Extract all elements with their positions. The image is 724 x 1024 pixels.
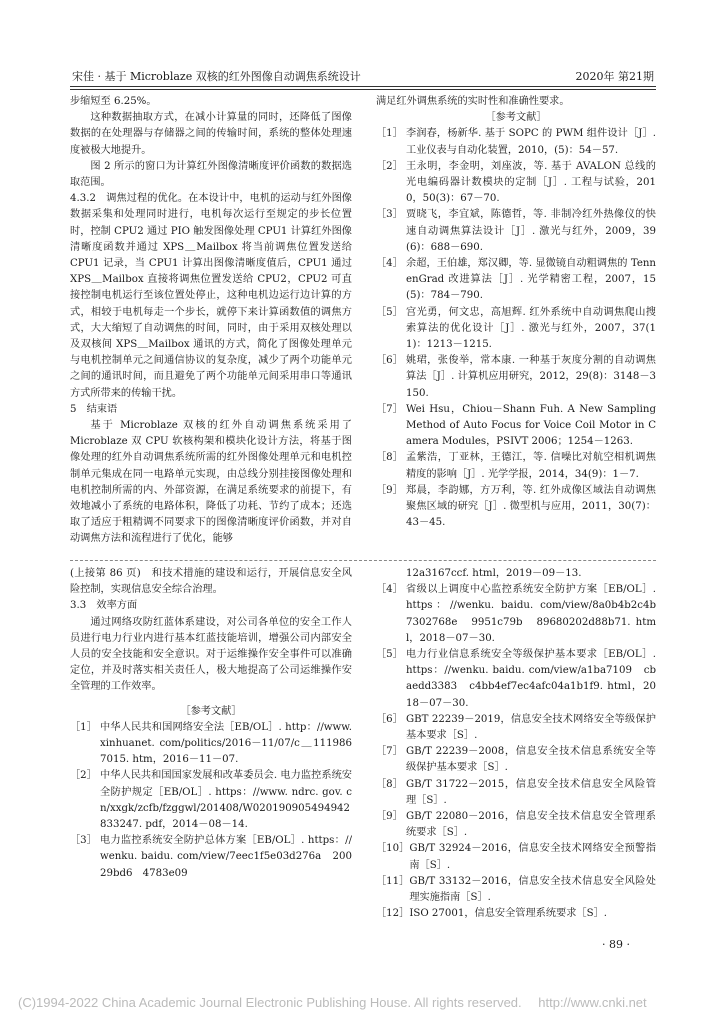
section-heading-conclusion: 5 结束语 (70, 403, 118, 415)
reference-number: ［7］ (376, 403, 403, 415)
reference-number: ［12］ (376, 908, 410, 920)
reference-text: 电力行业信息系统安全等级保护基本要求［EB/OL］. https：//wenku. baidu. com/view/a1ba7109 cbaedd3383 c4bb4ef7ec4afc04a1b1f9. html，2018－07－30. (406, 649, 656, 709)
reference-text: GB/T 31722－2015，信息安全技术信息安全风险管理［S］. (406, 778, 656, 806)
header-rule (70, 86, 656, 87)
reference-number: ［2］ (70, 770, 97, 782)
reference-item (376, 566, 656, 582)
reference-item (376, 159, 656, 208)
reference-number: ［1］ (70, 721, 97, 733)
reference-number: ［5］ (376, 306, 403, 318)
running-header-left: 宋佳 · 基于 Microblaze 双核的红外图像自动调焦系统设计 (72, 70, 361, 83)
reference-text: 余超，王伯雄，郑汉卿，等. 显微镜自动粗调焦的 TennenGrad 改进算法［J］. 光学精密工程，2007，15(5)：784－790. (406, 258, 656, 302)
reference-text: GB/T 33132－2016，信息安全技术信息安全风险处理实施指南［S］. (409, 875, 656, 904)
page-number: · 89 · (602, 938, 630, 951)
reference-text: 12a3167ccf. html，2019－09－13. (406, 568, 582, 579)
reference-item (376, 841, 656, 873)
copyright-footer: (C)1994-2022 China Academic Journal Electronic Publishing House. All rights reserved. http://www.cnki.net (18, 995, 647, 1010)
reference-text: 王永明，李金明，刘座波，等. 基于 AVALON 总线的光电编码器计数模块的定制［J］. 工程与试验，2010，50(3)：67－70. (406, 160, 656, 205)
reference-number: ［7］ (376, 746, 403, 758)
reference-list (376, 126, 656, 531)
paragraph: 满足红外调焦系统的实时性和准确性要求。 (376, 96, 570, 107)
reference-item (376, 305, 656, 354)
reference-number: ［5］ (376, 649, 403, 661)
paragraph: 步缩短至 6.25%。 (70, 96, 157, 107)
reference-list (376, 566, 667, 922)
reference-item (376, 777, 656, 809)
reference-text: 省级以上调度中心监控系统安全防护方案［EB/OL］. https：//wenku. baidu. com/view/8a0b4b2c4b 7302768e 9951c79b 89680202d88b71. html，2018－07－30. (406, 584, 667, 644)
reference-text: GB/T 22080－2016，信息安全技术信息安全管理系统要求［S］. (406, 811, 656, 839)
reference-text: GBT 22239－2019，信息安全技术网络安全等级保护基本要求［S］. (406, 713, 656, 742)
reference-number: ［4］ (376, 584, 403, 596)
reference-list (70, 720, 352, 882)
section-4-3-2: 4.3.2 调焦过程的优化。在本设计中，电机的运动与红外图像数据采集和处理同时进行，电机每次运行至规定的步长位置时，控制 CPU2 通过 PIO 触发图像处理 CPU1 计算红外图像清晰度函数并通过 XPS＿Mailbox 将当前调焦位置发送给 CPU1 记录，当 CPU1 计算出图像清晰度值后，CPU1 通过 XPS＿Mailbox 直接将调焦位置发送给 CPU2，CPU2 可直接控制电机运行至该位置处停止，这种电机边运行边计算的方式，相较于电机每走一个步长，就停下来计算函数值的调焦方式，大大缩短了自动调焦的时间，同时，由于采用双核处理以及双核间 XPS＿Mailbox 通讯的方式，简化了图像处理单元与电机控制单元之间通信协议的复杂度，减少了两个功能单元之间的通讯时间，而且避免了两个功能单元间采用串口等通讯方式所带来的传输干扰。 (70, 193, 352, 399)
reference-item (376, 483, 656, 532)
reference-number: ［6］ (376, 713, 403, 725)
lower-left-column (70, 566, 352, 882)
reference-item (70, 833, 352, 882)
reference-text: 贾晓飞，李宜斌，陈德哲，等. 非制冷红外热像仪的快速自动调焦算法设计［J］. 激光与红外，2009，39(6)：688－690. (406, 209, 656, 253)
reference-item (376, 906, 656, 922)
reference-number: ［11］ (376, 875, 410, 887)
reference-text: Wei Hsu，Chiou－Shann Fuh. A New Sampling Method of Auto Focus for Voice Coil Motor in Camera Modules，PSIVT 2006；1254－1263. (406, 403, 656, 448)
reference-number: ［6］ (376, 355, 403, 367)
reference-text: 中华人民共和国网络安全法［EB/OL］. http：//www. xinhuanet. com/politics/2016－11/07/c＿1119867015. htm，2016－11－07. (100, 721, 352, 766)
header-rule-double (70, 89, 656, 90)
references-heading: ［参考文献］ (485, 112, 547, 124)
reference-item (376, 647, 656, 712)
reference-item (70, 768, 352, 833)
reference-item (376, 744, 656, 776)
reference-text: GB/T 22239－2008，信息安全技术信息系统安全等级保护基本要求［S］. (406, 746, 656, 774)
reference-item (376, 450, 656, 482)
lower-right-column (376, 566, 667, 922)
reference-item (376, 256, 656, 305)
reference-text: GB/T 32924－2016，信息安全技术网络安全预警指南［S］. (409, 843, 656, 871)
reference-number: ［2］ (376, 160, 403, 172)
upper-left-column (70, 94, 352, 548)
paragraph: 图 2 所示的窗口为计算红外图像清晰度评价函数的数据选取范围。 (70, 160, 352, 189)
reference-text: ISO 27001，信息安全管理系统要求［S］. (409, 908, 607, 920)
paragraph: 这种数据抽取方式，在减小计算量的同时，还降低了图像数据的在处理器与存储器之间的传输时间，系统的整体处理速度被极大地提升。 (70, 112, 352, 156)
reference-text: 宫光勇，何文忠，高旭辉. 红外系统中自动调焦爬山搜索算法的优化设计［J］. 激光与红外，2007，37(11)：1213－1215. (406, 306, 656, 351)
upper-right-column (376, 94, 656, 531)
reference-item (376, 712, 656, 744)
reference-number: ［1］ (376, 128, 403, 140)
reference-item (376, 809, 656, 841)
reference-text: 郑晨，李韵娜，方万利，等. 红外成像区域法自动调焦聚焦区域的研究［J］. 微型机与应用，2011，30(7)：43－45. (406, 484, 656, 529)
reference-item (376, 874, 656, 906)
section-heading-efficiency: 3.3 效率方面 (70, 600, 138, 612)
reference-text: 中华人民共和国国家发展和改革委员会. 电力监控系统安全防护规定［EB/OL］. https：//www. ndrc. gov. cn/xxgk/zcfb/fzggwl/201408/W020190905494942833247. pdf，2014－08－14. (100, 770, 352, 831)
reference-number: ［8］ (376, 778, 403, 790)
reference-number: ［4］ (376, 258, 403, 270)
reference-text: 姚珺，张俊举，常本康. 一种基于灰度分割的自动调焦算法［J］. 计算机应用研究，2012，29(8)：3148－3150. (406, 355, 656, 399)
paragraph: 通过网络攻防红蓝体系建设，对公司各单位的安全工作人员进行电力行业内进行基本红蓝技能培训，增强公司内部安全人员的安全技能和安全意识。对于运维操作安全事件可以准确定位，并及时落实相关责任人，极大地提高了公司运维操作安全管理的工作效率。 (70, 616, 352, 693)
reference-item (70, 720, 352, 769)
reference-item (376, 582, 667, 647)
reference-item (376, 207, 656, 256)
running-header-right: 2020年 第21期 (575, 70, 654, 83)
reference-number (376, 566, 406, 582)
reference-text: 电力监控系统安全防护总体方案［EB/OL］. https：//wenku. baidu. com/view/7eec1f5e03d276a 20029bd6 4783e09 (100, 835, 352, 879)
reference-item (376, 402, 656, 451)
reference-number: ［9］ (376, 484, 403, 496)
reference-number: ［3］ (70, 835, 97, 847)
reference-item (376, 353, 656, 402)
reference-item (376, 126, 656, 158)
reference-number: ［10］ (376, 843, 410, 855)
reference-text: 孟紫浩，丁亚林，王德江，等. 信噪比对航空相机调焦精度的影响［J］. 光学学报，2014，34(9)：1－7. (406, 452, 656, 480)
reference-number: ［9］ (376, 811, 403, 823)
article-separator (70, 560, 656, 561)
reference-number: ［8］ (376, 452, 403, 464)
reference-number: ［3］ (376, 209, 403, 221)
reference-text: 李润春，杨新华. 基于 SOPC 的 PWM 组件设计［J］. 工业仪表与自动化装置，2010，(5)：54－57. (406, 128, 656, 156)
references-heading: ［参考文献］ (180, 705, 242, 717)
continued-from-note: (上接第 86 页) 和技术措施的建设和运行，开展信息安全风险控制，实现信息安全综合治理。 (70, 568, 352, 596)
paragraph: 基于 Microblaze 双核的红外自动调焦系统采用了 Microblaze 双 CPU 软核构架和模块化设计方法，将基于图像处理的红外自动调焦系统所需的红外图像处理单元和电机控制单元集成在同一电路单元实现，由总线分别挂接图像处理和电机控制所需的内、外部资源，在满足系统要求的前提下，有效地减小了系统的电路体积，降低了功耗、节约了成本；还选取了适应于粗精调不同要求下的图像清晰度评价函数，并对自动调焦方法和流程进行了优化，能够 (70, 420, 352, 545)
